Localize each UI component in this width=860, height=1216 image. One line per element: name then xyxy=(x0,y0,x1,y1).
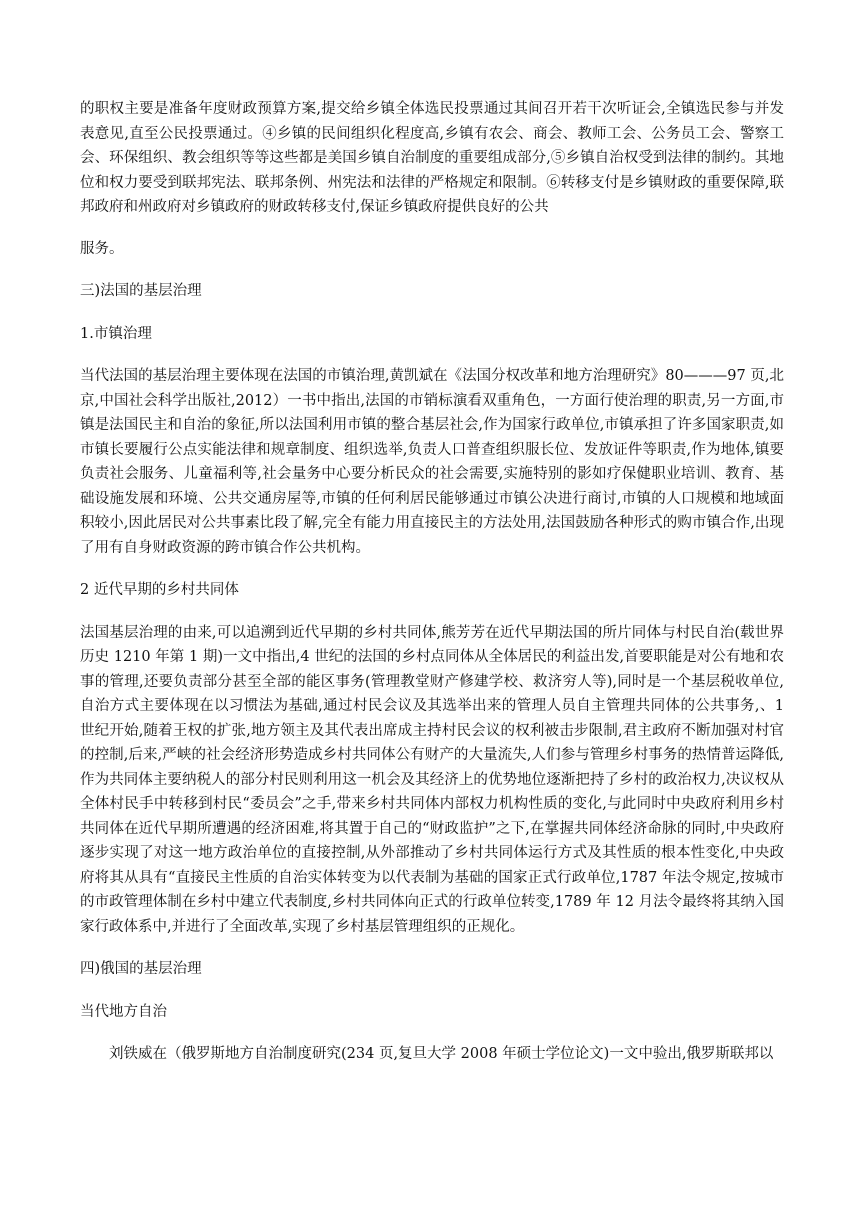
paragraph-us-township-powers: 的职权主要是准备年度财政预算方案,提交给乡镇全体选民投票通过其间召开若干次听证会,全镇选民参与并发表意见,直至公民投票通过。④乡镇的民间组织化程度高,乡镇有农会、商会、教师工会、公务员工会、警察工会、环保组织、教会组织等等这些都是美国乡镇自治制度的重要组成部分,⑤乡镇自治权受到法律的制约。其地位和权力要受到联邦宪法、联邦条例、州宪法和法律的严格规定和限制。⑥转移支付是乡镇财政的重要保障,联邦政府和州政府对乡镇政府的财政转移支付,保证乡镇政府提供良好的公共 xyxy=(80,101,784,215)
paragraph-russia-intro: 刘铁威在（俄罗斯地方自治制度研究(234 页,复旦大学 2008 年硕士学位论文)一文中验出,俄罗斯联邦以 xyxy=(109,1046,774,1062)
section-heading-russia: 四)俄国的基层治理 xyxy=(80,961,202,977)
paragraph-continuation: 服务。 xyxy=(80,240,124,257)
subheading-rural-community: 2 近代早期的乡村共同体 xyxy=(80,582,239,598)
paragraph-commune-governance: 当代法国的基层治理主要体现在法国的市镇治理,黄凯斌在《法国分权改革和地方治理研究》80———97 页,北京,中国社会科学出版社,2012）一书中指出,法国的市销标演看双重角色，一方面行使治理的职责,另一方面,市镇是法国民主和自治的象征,所以法国利用市镇的整合基层社会,作为国家行政单位,市镇承担了许多国家职责,如市镇长要履行公点实能法律和规章制度、组织选举,负责人口普查组织服长位、发放证件等职责,作为地体,镇要负责社会服务、儿童福利等,社会量务中心要分析民众的社会需要,实施特别的影如疗保健职业培训、教育、基础设施发展和环境、公共交通房屋等,市镇的任何利居民能够通过市镇公决进行商讨,市镇的人口规模和地域面积较小,因此居民对公共事素比段了解,完全有能力用直接民主的方法处用,法国鼓励各种形式的购市镇合作,出现了用有自身财政资源的跨市镇合作公共机构。 xyxy=(80,368,784,556)
document-page xyxy=(80,97,784,1067)
paragraph-rural-community: 法国基层治理的由来,可以追溯到近代早期的乡村共同体,熊芳芳在近代早期法国的所片同体与村民自治(载世界历史 1210 年第 1 期)一文中指出,4 世纪的法国的乡村点同体从全体居民的利益出发,首要职能是对公有地和农事的管理,还要负责部分甚至全部的能区事务(管理教堂财产修建学校、救济穷人等),同时是一个基层税收单位,自治方式主要体现在以习惯法为基础,通过村民会议及其选举出来的管理人员自主管理共同体的公共事务,、1 世纪开始,随着王权的扩张,地方领主及其代表出席成主持村民会议的权利被击步限制,君主政府不断加强对村官的控制,后来,严峡的社会经济形势造成乡村共同体公有财产的大量流失,人们参与管理乡村事务的热情普运降低,作为共同体主要纳税人的部分村民则利用这一机会及其经济上的优势地位逐渐把持了乡村的政治权力,决议权从全体村民手中转移到村民“委员会”之手,带来乡村共同体内部权力机构性质的变化,与此同时中央政府利用乡村共同体在近代早期所遭遇的经济困难,将其置于自己的“财政监护”之下,在掌握共同体经济命脉的同时,中央政府逐步实现了对这一地方政治单位的直接控制,从外部推动了乡村共同体运行方式及其性质的根本性变化,中央政府将其从具有“直接民主性质的自治实体转变为以代表制为基础的国家正式行政单位,1787 年法令规定,按城市的市政管理体制在乡村中建立代表制度,乡村共同体向正式的行政单位转变,1789 年 12 月法令最终将其纳入国家行政体系中,并进行了全面改革,实现了乡村基层管理组织的正规化。 xyxy=(80,624,784,935)
section-heading-france: 三)法国的基层治理 xyxy=(80,283,202,299)
subheading-commune-governance: 1.市镇治理 xyxy=(80,325,152,342)
subheading-local-self-government: 当代地方自治 xyxy=(80,1003,167,1020)
